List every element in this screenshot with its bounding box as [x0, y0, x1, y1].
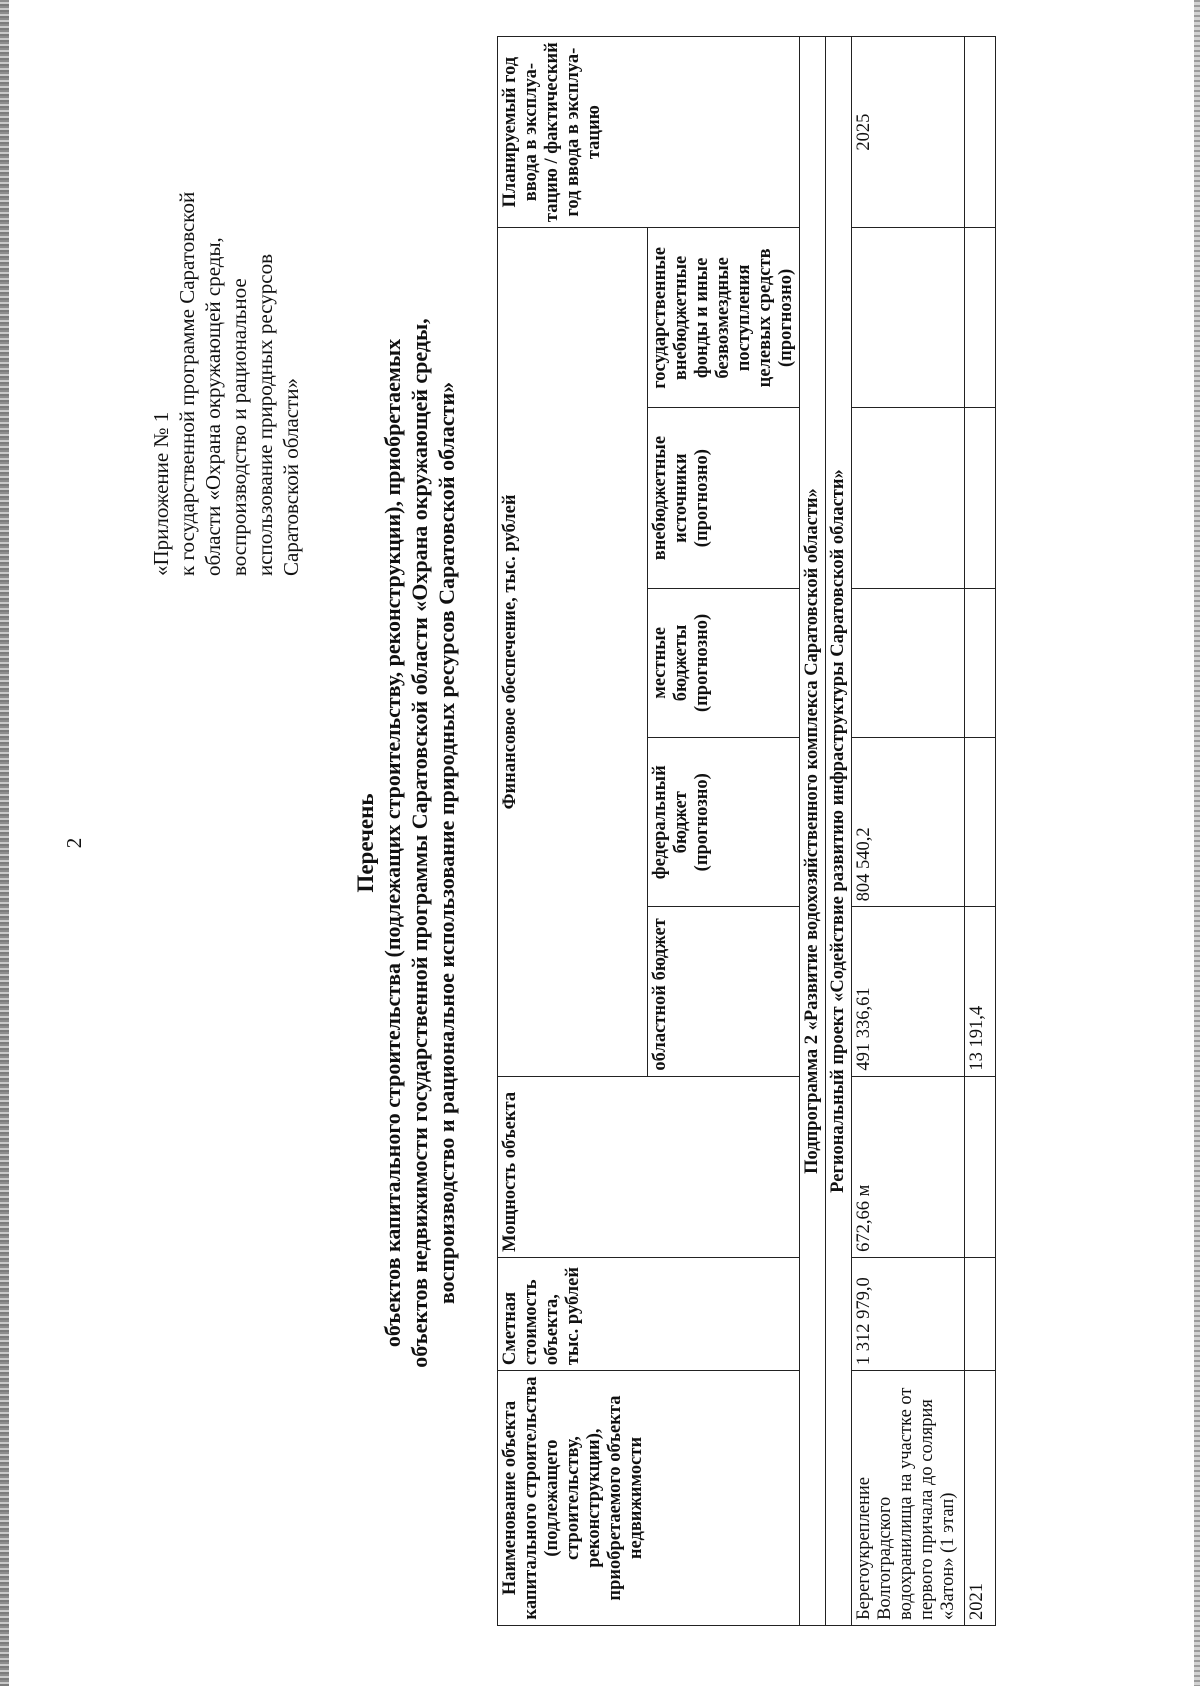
subheader-local: местные бюджеты (прогнозно)	[648, 588, 800, 737]
cell-federal	[965, 738, 996, 907]
cell-year: 2025	[852, 37, 965, 228]
page-number: 2	[62, 837, 86, 849]
cell-capacity: 672,66 м	[852, 1076, 965, 1257]
objects-table	[497, 36, 996, 1626]
cell-name: 2021	[965, 1371, 996, 1626]
cell-gos	[852, 228, 965, 408]
cell-cost	[965, 1257, 996, 1370]
cell-gos	[965, 228, 996, 408]
header-financing: Финансовое обеспечение, тыс. рублей	[498, 228, 648, 1076]
cell-regional: 491 336,61	[852, 907, 965, 1076]
section-project: Региональный проект «Содействие развитию инфраструктуры Саратовской области»	[826, 37, 852, 1626]
title-main: Перечень	[353, 793, 378, 893]
appendix-line: области «Охрана окружающей среды,	[201, 237, 225, 576]
header-cost: Сметная стоимость объекта, тыс. рублей	[498, 1257, 800, 1370]
table-row	[965, 37, 996, 1626]
appendix-line: «Приложение № 1	[149, 411, 173, 576]
appendix-line: к государственной программе Саратовской	[175, 191, 199, 576]
subheader-regional: областной бюджет	[648, 907, 800, 1076]
subheader-gos: государственные внебюджетные фонды и иные безвозмездные поступления целевых средств (прогнозно)	[648, 228, 800, 408]
document-title	[352, 0, 460, 1686]
cell-extra	[965, 408, 996, 588]
appendix-line: Саратовской области»	[279, 378, 303, 576]
cell-local	[852, 588, 965, 737]
header-capacity: Мощность объекта	[498, 1076, 800, 1257]
cell-cost: 1 312 979,0	[852, 1257, 965, 1370]
cell-name: Берегоукрепление Волгоградского водохранилища на участке от первого причала до солярия «Затон» (1 этап)	[852, 1371, 965, 1626]
appendix-note	[148, 36, 304, 576]
header-name: Наименование объекта капитального строительства (подлежащего строительству, реконструкции), приобретаемого объекта недвижимости	[498, 1371, 800, 1626]
header-year: Планируемый год ввода в эксплуа-тацию / фактический год ввода в эксплуа-тацию	[498, 37, 800, 228]
section-subprogram-row	[800, 37, 826, 1626]
cell-regional: 13 191,4	[965, 907, 996, 1076]
subheader-federal: федеральный бюджет (прогнозно)	[648, 738, 800, 907]
appendix-line: воспроизводство и рациональное	[227, 278, 251, 576]
cell-extra	[852, 408, 965, 588]
title-line: воспроизводство и рациональное использование природных ресурсов Саратовской области»	[434, 381, 459, 1305]
cell-capacity	[965, 1076, 996, 1257]
subheader-extra: внебюджетные источники (прогнозно)	[648, 408, 800, 588]
section-subprogram: Подпрограмма 2 «Развитие водохозяйственного комплекса Саратовской области»	[800, 37, 826, 1626]
table-row	[852, 37, 965, 1626]
cell-year	[965, 37, 996, 228]
section-project-row	[826, 37, 852, 1626]
cell-local	[965, 588, 996, 737]
title-line: объектов недвижимости государственной программы Саратовской области «Охрана окружающей среды,	[407, 318, 432, 1368]
title-line: объектов капитального строительства (подлежащих строительству, реконструкции), приобретаемых	[380, 338, 405, 1348]
cell-federal: 804 540,2	[852, 738, 965, 907]
header-row	[498, 37, 648, 1626]
appendix-line: использование природных ресурсов	[253, 253, 277, 576]
